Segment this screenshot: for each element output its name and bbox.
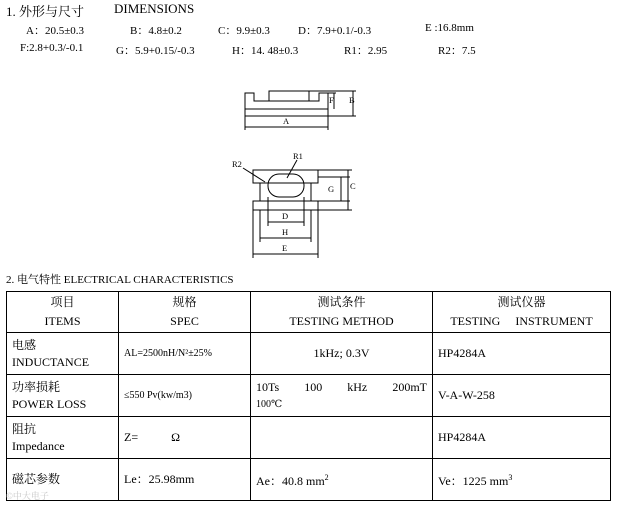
side-view-base	[245, 109, 328, 116]
label-r2: R2	[232, 159, 242, 169]
method-cell	[251, 375, 433, 417]
dim-a: A：20.5±0.3	[26, 25, 84, 37]
ae-sup: 2	[324, 473, 329, 482]
dim-c: C：9.9±0.3	[218, 25, 270, 37]
label-b: B	[349, 95, 355, 105]
top-view-body	[253, 170, 318, 210]
header-method	[251, 292, 433, 333]
item-cn: 功率损耗	[12, 379, 61, 394]
header-items	[7, 292, 119, 333]
header-instrument	[433, 292, 611, 333]
label-g: G	[328, 184, 335, 194]
spec-cell: AL=2500nH/N²±25%	[119, 333, 251, 375]
dim-d: D：7.9+0.1/-0.3	[298, 25, 372, 37]
method-part: kHz	[347, 379, 368, 394]
label-a: A	[283, 116, 290, 126]
header-instrument-cn: 测试仪器	[497, 295, 546, 309]
item-en: INDUCTANCE	[12, 354, 90, 369]
item-cn: 磁芯参数	[12, 472, 61, 486]
header-spec	[119, 292, 251, 333]
header-items-en: ITEMS	[44, 314, 81, 328]
header-items-cn: 项目	[50, 295, 75, 309]
instrument-cell: HP4284A	[433, 417, 611, 459]
header-method-cn: 测试条件	[317, 295, 366, 309]
label-e: E	[282, 243, 288, 253]
dim-r2: R2：7.5	[438, 45, 476, 57]
label-c: C	[350, 181, 356, 191]
instrument-cell: V-A-W-258	[433, 375, 611, 417]
method-part: 100	[304, 379, 323, 394]
item-en: POWER LOSS	[12, 396, 87, 411]
section2-title-cn: 2. 电气特性	[6, 274, 61, 286]
header-instrument-en: TESTING INSTRUMENT	[450, 314, 593, 328]
method-cell	[251, 459, 433, 501]
item-cn: 阻抗	[12, 421, 37, 436]
dim-e: E :16.8mm	[425, 22, 474, 34]
item-cell	[7, 375, 119, 417]
instrument-cell	[433, 459, 611, 501]
item-en: Impedance	[12, 438, 65, 453]
method-cell	[251, 417, 433, 459]
method-line-1	[256, 379, 427, 396]
table-row	[7, 459, 611, 501]
section2-title	[6, 271, 234, 287]
item-cn: 电感	[12, 337, 37, 352]
ve-sup: 3	[508, 473, 513, 482]
method-line-2: 100℃	[256, 398, 283, 410]
dim-h: H：14. 48±0.3	[232, 45, 299, 57]
section2-title-en: ELECTRICAL CHARACTERISTICS	[63, 274, 234, 286]
header-spec-en: SPEC	[170, 314, 199, 328]
header-method-en: TESTING METHOD	[289, 314, 394, 328]
header-spec-cn: 规格	[172, 295, 197, 309]
spec-z: Z=	[124, 430, 139, 444]
label-r1: R1	[293, 151, 303, 161]
instrument-cell: HP4284A	[433, 333, 611, 375]
table-row	[7, 375, 611, 417]
table-row	[7, 333, 611, 375]
dim-g: G：5.9+0.15/-0.3	[116, 45, 195, 57]
item-cell	[7, 417, 119, 459]
dim-b: B：4.8±0.2	[130, 25, 182, 37]
dim-f: F:2.8+0.3/-0.1	[20, 42, 84, 54]
method-part: 200mT	[392, 379, 427, 394]
side-view-core	[269, 91, 309, 101]
ae-value: Ae：40.8 mm	[256, 474, 325, 488]
label-d: D	[282, 211, 289, 221]
label-f: F	[329, 95, 334, 105]
ve-value: Ve：1225 mm	[438, 474, 509, 488]
table-row	[7, 417, 611, 459]
item-cell	[7, 333, 119, 375]
electrical-characteristics-table	[6, 291, 611, 501]
watermark: ©中大电子	[6, 491, 49, 501]
spec-cell: Le：25.98mm	[119, 459, 251, 501]
dim-r1: R1：2.95	[344, 45, 388, 57]
label-h: H	[282, 227, 289, 237]
method-part: 10Ts	[256, 379, 280, 394]
top-view-hole	[268, 174, 304, 197]
spec-cell: ≤550 Pv(kw/m3)	[119, 375, 251, 417]
spec-cell	[119, 417, 251, 459]
section1-title-en: DIMENSIONS	[114, 1, 195, 16]
section1-title-cn: 1. 外形与尺寸	[6, 4, 85, 19]
spec-ohm: Ω	[171, 430, 181, 444]
method-cell: 1kHz; 0.3V	[251, 333, 433, 375]
table-header-row	[7, 292, 611, 333]
